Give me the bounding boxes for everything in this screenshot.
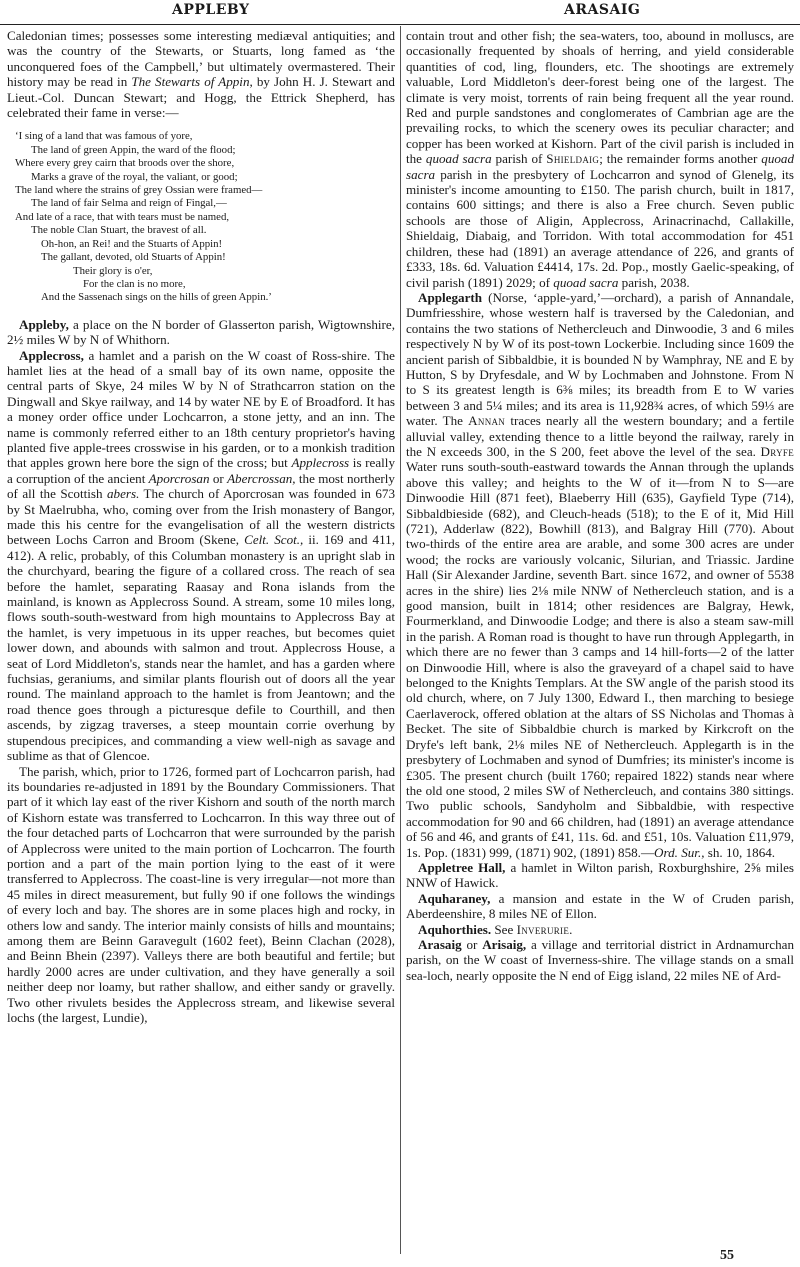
poem-line: The land where the strains of grey Ossian were framed— — [15, 184, 263, 197]
entry-applecross: Applecross, a hamlet and a parish on the W coast of Ross-shire. The hamlet lies at the head of a small bay of its own name, opposite the central parts of Skye, 24 miles W by N of Strathcarron station on the Dingwall and Skye railway, and 14 by water NE by E of Broadford. It has a money order office under Lochcarron, a stone jetty, and an inn. The name is commonly referred either to an 18th century proprietor's having planted five apple-trees crosswise in his garden, or to a monkish tradition that apples grown here bore the sign of the cross; but Applecross is really a corruption of the ancient Aporcrosan or Abercrossan, the most northerly of all the Scottish abers. The church of Aporcrosan was founded in 673 by St Maelrubha, who, coming over from the Irish monastery of Bangor, made this his centre for the evangelisation of all the western districts between Lochs Carron and Broom (Skene, Celt. Scot., ii. 169 and 411, 412). A relic, probably, of this Columban monastery is an upright slab in the churchyard, bearing the figure of a collared cross. The reach of sea before the hamlet, separating Raasay and Rona islands from the mainland, is known as Applecross Sound. A stream, some 10 miles long, flows south-south-westward from high mountains to Applecross Bay at the hamlet, is very impetuous in its upper reaches, but becomes quiet lower down, and abounds with salmon and trout. Applecross House, a seat of Lord Middleton's, stands near the hamlet, and has a garden where fuchsias, geraniums, and similar plants flourish out of doors all the year round. The mainland approach to the hamlet is from Jeantown; and the road thence goes through a picturesque defile to Courthill, and then ascends, by zigzag traverses, a steep mountain corrie overhung by stupendous precipices, and commanding a view well-nigh as savage and sublime as that of Glencoe. — [7, 347, 395, 764]
headword: Arasaig — [418, 936, 462, 952]
poem-line: For the clan is no more, — [83, 277, 186, 290]
entry-aquharaney: Aquharaney, a mansion and estate in the W of Cruden parish, Aberdeenshire, 8 miles NE of Ellon. — [406, 890, 794, 922]
headword: Arisaig, — [482, 936, 527, 952]
entry-applegarth: Applegarth (Norse, ‘apple-yard,’—orchard), a parish of Annandale, Dumfriesshire, whose western half is traversed by the Caledonian, and contains the two stations of Nethercleuch and Dinwoodie, 3 and 6 miles respectively N by W of its post-town Lockerbie. Including since 1609 the ancient parish of Sibbaldbie, it is bounded N by Wamphray, NE and E by Hutton, S by Dryfesdale, and W by Lochmaben and Johnstone. From N to S its greatest length is 6⅜ miles; its breadth from E to W varies between 3 and 5¼ miles; and its area is 11,928¾ acres, of which 59⅓ are water. The Annan traces nearly all the western boundary; and a fertile alluvial valley, extending thence to a little beyond the railway, rarely in the N exceeds 300, in the S 200, feet above the level of the sea. Dryfe Water runs south-south-eastward towards the Annan through the uplands above this valley; and heights to the W of it—from N to S—are Dinwoodie Hill (871 feet), Blaeberry Hill (635), Gayfield Type (714), Sibbaldbieside (682), and Cleuch-heads (518); to the E of it, Mid Hill (721), Adderlaw (822), Bowhill (813), and Balgray Hill (770). About two-thirds of the entire area are arable, and some 300 acres are under wood; the rocks are variously volcanic, Silurian, and Triassic. Jardine Hall (Sir Alexander Jardine, seventh Bart. since 1672, and owner of 5538 acres in the shire) lies 2⅛ mile NNW of Nethercleuch station, and is a good mansion, built in 1814; other residences are Balgray, Hewk, Fourmerkland, and Dinwoodie Lodge; and there is also a steam saw-mill in the parish. A Roman road is thought to have run through Applegarth, in which there are no fewer than 3 camps and 14 hill-forts—2 of the latter on Dinwoodie Hill, where is also the graveyard of a chapel said to have belonged to the Knights Templars. At the SW angle of the parish stood its old church, where, on 7 July 1300, Edward I., then marching to besiege Caerlaverock, offered oblation at the altars of SS Nicholas and Thomas à Becket. The site of Sibbaldbie church is marked by Kirkcroft on the Dryfe's left bank, 2⅛ miles NE of Nethercleuch. Applegarth is in the presbytery of Lochmaben and synod of Dumfries; its minister's income is £305. The present church (built 1760; repaired 1822) stands near where the old one stood, 2 miles SW of Nethercleuch, and contains 380 sittings. Two public schools, Sandyholm and Sibbaldbie, with respective accommodation for 90 and 66 children, had (1891) an average attendance of 56 and 46, and grants of £41, 11s. 6d. and £51, 10s. Valuation £11,979, 1s. Pop. (1831) 999, (1871) 902, (1891) 858.—Ord. Sur., sh. 10, 1864. — [406, 289, 794, 860]
entry-appleby: Appleby, a place on the N border of Glasserton parish, Wigtownshire, 2½ miles W by N of Whithorn. — [7, 316, 395, 348]
book-title: The Stewarts of Appin, — [131, 74, 253, 90]
running-head-right: ARASAIG — [564, 2, 641, 18]
applecross-continued: contain trout and other fish; the sea-waters, too, abound in molluscs, are occasionally frequented by shoals of herring, and yield considerable quantities of cod, ling, flounders, etc. The shootings are extremely valuable, Lord Middleton's deer-forest being one of the largest. The climate is very moist, torrents of rain being frequent all the year round. Red and purple sandstones and conglomerates of Cambrian age are the prevailing rocks, to which the scenery owes its peculiar character; and copper has been worked at Kishorn. Part of the civil parish is included in the quoad sacra parish of Shieldaig; the remainder forms another quoad sacra parish in the presbytery of Lochcarron and synod of Glenelg, its minister's income amounting to £150. The parish church, built in 1817, contains 600 sittings; and there is also a Free church. Seven public schools are those of Aligin, Applecross, Arinacrinachd, Callakille, Shieldaig, Diabaig, and Torridon. With total accommodation for 451 children, these had (1891) an average attendance of 226, and grants of £333, 18s. 6d. Valuation £4414, 17s. 2d. Pop., mostly Gaelic-speaking, of civil parish (1891) 2029; of quoad sacra parish, 2038. — [406, 28, 794, 290]
headword: Aquharaney, — [418, 890, 491, 906]
page-number: 55 — [720, 1248, 734, 1263]
headword: Appleby, — [19, 316, 69, 332]
headword: Appletree Hall, — [418, 859, 506, 875]
poem-line: Where every grey cairn that broods over the shore, — [15, 157, 235, 170]
poem-line: The noble Clan Stuart, the bravest of all. — [31, 224, 207, 237]
headword: Applecross, — [19, 347, 84, 363]
applecross-parish-paragraph: The parish, which, prior to 1726, formed part of Lochcarron parish, had its boundaries re-adjusted in 1891 by the Boundary Commissioners. That part of it which lay east of the river Kishorn and south of the north march of Kishorn estate was transferred to Lochcarron. In this way three out of the four detached parts of Lochcarron that were surrounded by the parish of Applecross were united to the main portion of Lochcarron. The fourth portion and a part of the main portion lying to the east of it were transferred to Applecross. The coast-line is very irregular—not more than 45 miles in direct measurement, but fully 90 if one follows the windings of every loch and bay. The shores are in some places high and rocky, in others low and sandy. The interior mainly consists of hills and mountains; among them are Beinn Garavegult (1602 feet), Beinn Clachan (2028), and Beinn Bhein (2397). Valleys there are both beautiful and fertile; but hardly 2000 acres are under cultivation, and they have generally a soil neither deep nor loamy, but rather shallow, and either sandy or gravelly. Two other rivulets besides the Applecross stream, and likewise several lochs (the largest, Lundie), — [7, 763, 395, 1025]
entry-appletree-hall: Appletree Hall, a hamlet in Wilton parish, Roxburghshire, 2⅝ miles NNW of Hawick. — [406, 859, 794, 891]
cross-reference: Inverurie — [516, 921, 570, 937]
poem-line: Their glory is o'er, — [73, 264, 153, 277]
poem-line: And late of a race, that with tears must be named, — [15, 210, 230, 223]
entry-arasaig: Arasaig or Arisaig, a village and territorial district in Ardnamurchan parish, on the W coast of Inverness-shire. The village stands on a small sea-loch, nearly opposite the N end of Eigg island, 22 miles NE of Ard- — [406, 936, 794, 983]
column-divider — [400, 26, 401, 1254]
poem-line: Oh-hon, an Rei! and the Stuarts of Appin! — [41, 237, 223, 250]
appin-intro-paragraph: Caledonian times; possesses some interesting mediæval antiquities; and was the country of the Stewarts, or Stuarts, long famed as ‘the unconquered foes of the Campbell,’ but ultimately overmastered. Their history may be read in The Stewarts of Appin, by John H. J. Stewart and Lieut.-Col. Duncan Stewart; and Hogg, the Ettrick Shepherd, has celebrated their fame in verse:— — [7, 28, 395, 121]
page-header — [0, 2, 800, 24]
headword: Applegarth — [418, 289, 483, 305]
left-column — [7, 28, 395, 1258]
poem-line: The land of fair Selma and reign of Fingal,— — [31, 197, 227, 210]
running-head-left: APPLEBY — [172, 2, 250, 18]
entry-aquhorthies: Aquhorthies. See Inverurie. — [418, 921, 573, 937]
poem-line: The land of green Appin, the ward of the flood; — [31, 143, 236, 156]
hogg-poem — [15, 130, 395, 304]
poem-line: The gallant, devoted, old Stuarts of Appin! — [41, 251, 226, 264]
poem-line: And the Sassenach sings on the hills of green Appin.’ — [41, 291, 272, 304]
poem-line: Marks a grave of the royal, the valiant, or good; — [31, 170, 238, 183]
header-rule — [0, 24, 800, 25]
headword: Aquhorthies. — [418, 921, 492, 937]
poem-line: ‘I sing of a land that was famous of yore, — [15, 130, 193, 143]
right-column — [406, 28, 794, 1258]
